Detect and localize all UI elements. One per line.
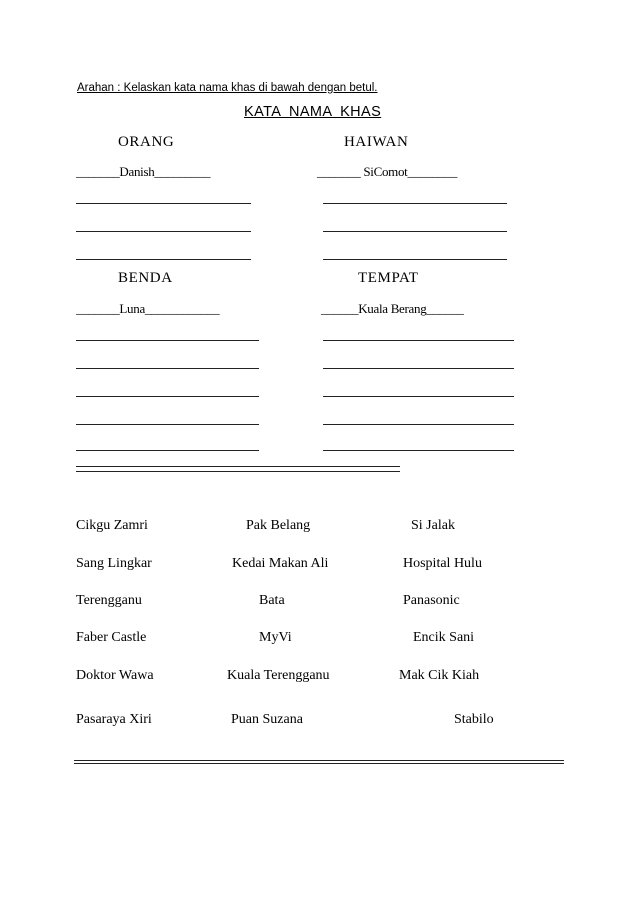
word-item: Bata [259, 593, 285, 608]
word-item: MyVi [259, 630, 292, 645]
answer-blank-benda [76, 368, 259, 369]
word-item: Kuala Terengganu [227, 668, 330, 683]
word-item: Encik Sani [413, 630, 475, 645]
answer-blank-haiwan [323, 259, 507, 260]
example-line-haiwan: _______ SiComot________ [317, 164, 458, 179]
category-heading-orang: ORANG [118, 134, 175, 150]
word-item: Panasonic [403, 593, 460, 608]
word-item: Puan Suzana [231, 712, 303, 727]
answer-blank-benda [76, 396, 259, 397]
worksheet-title: KATA NAMA KHAS [244, 104, 382, 120]
answer-blank-orang [76, 259, 251, 260]
example-line-tempat: ______Kuala Berang______ [321, 301, 464, 316]
category-heading-tempat: TEMPAT [358, 270, 419, 286]
word-item: Sang Lingkar [76, 556, 152, 571]
answer-blank-tempat [323, 340, 514, 341]
answer-blank-tempat [323, 368, 514, 369]
word-item: Pak Belang [246, 518, 311, 533]
word-item: Faber Castle [76, 630, 147, 645]
word-item: Si Jalak [411, 518, 455, 533]
answer-blank-benda [76, 450, 259, 451]
answer-blank-haiwan [323, 203, 507, 204]
word-item: Doktor Wawa [76, 668, 154, 683]
word-item: Hospital Hulu [403, 556, 482, 571]
category-heading-haiwan: HAIWAN [344, 134, 409, 150]
answer-blank-haiwan [323, 231, 507, 232]
answer-blank-tempat [323, 450, 514, 451]
answer-blank-orang [76, 203, 251, 204]
answer-blank-benda [76, 424, 259, 425]
separator-rule [76, 466, 400, 472]
word-item: Cikgu Zamri [76, 518, 148, 533]
answer-blank-tempat [323, 396, 514, 397]
answer-blank-benda [76, 340, 259, 341]
category-heading-benda: BENDA [118, 270, 173, 286]
word-item: Mak Cik Kiah [399, 668, 480, 683]
answer-blank-orang [76, 231, 251, 232]
word-item: Pasaraya Xiri [76, 712, 152, 727]
word-item: Terengganu [76, 593, 142, 608]
example-line-benda: _______Luna____________ [76, 301, 220, 316]
footer-rule [74, 760, 564, 764]
word-item: Kedai Makan Ali [232, 556, 329, 571]
instruction-text: Arahan : Kelaskan kata nama khas di bawah dengan betul. [77, 82, 378, 94]
answer-blank-tempat [323, 424, 514, 425]
example-line-orang: _______Danish_________ [76, 164, 211, 179]
word-item: Stabilo [454, 712, 494, 727]
